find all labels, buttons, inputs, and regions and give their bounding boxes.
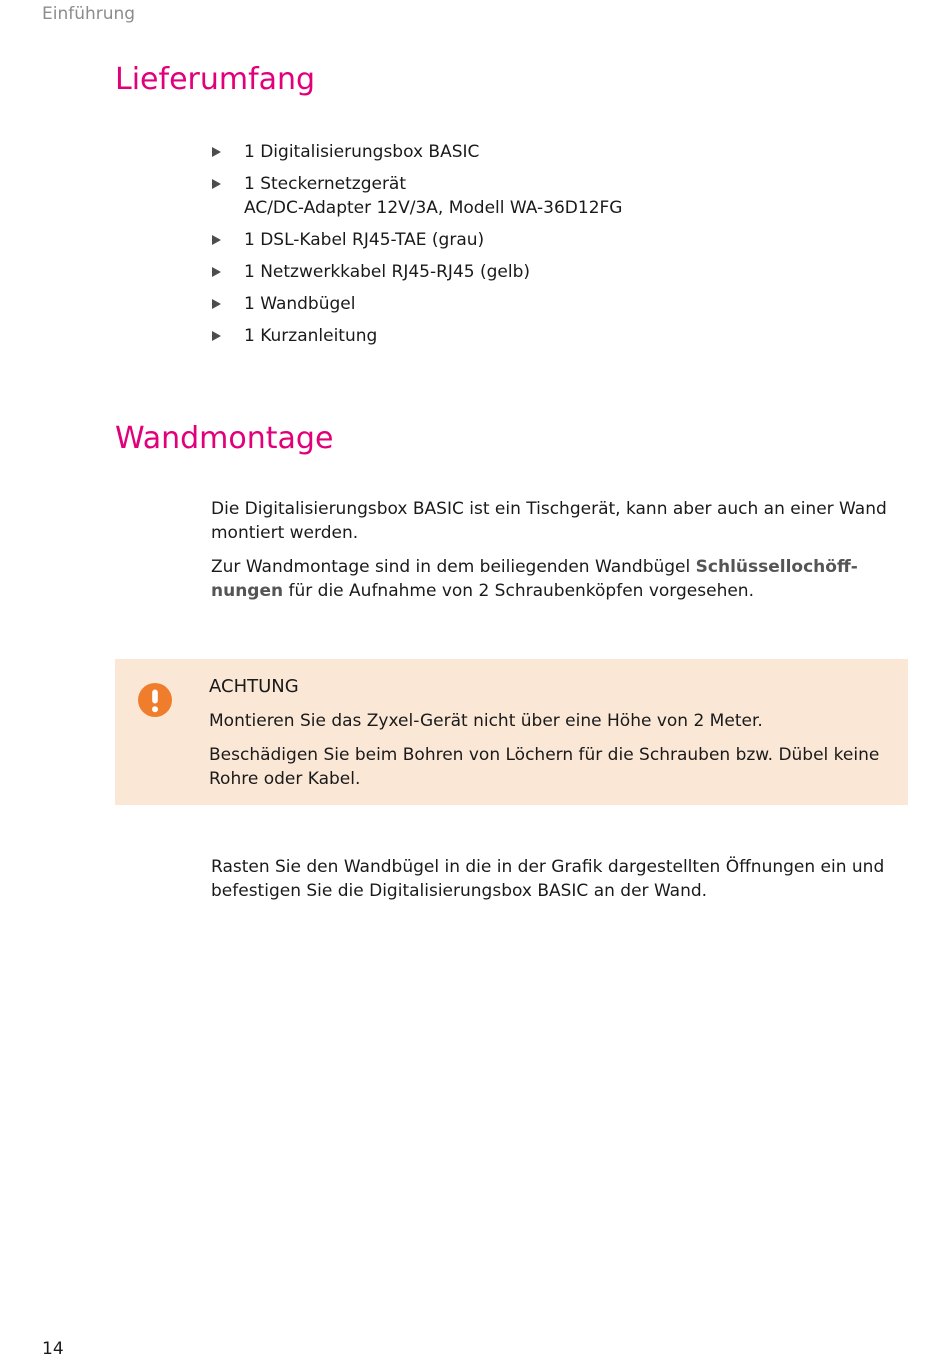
mounting-instruction-block [211, 855, 901, 913]
triangle-bullet-icon [212, 299, 221, 309]
warning-text-drilling: Beschädigen Sie beim Bohren von Löchern für die Schrauben bzw. Dübel keine Rohre oder Kabel. [209, 745, 880, 789]
list-item-text: 1 DSL-Kabel RJ45-TAE (grau) [244, 230, 485, 250]
list-item [211, 228, 851, 252]
warning-title: ACHTUNG [209, 676, 299, 697]
running-header: Einführung [42, 4, 136, 24]
page-number: 14 [42, 1339, 64, 1359]
triangle-bullet-icon [212, 331, 221, 341]
triangle-bullet-icon [212, 147, 221, 157]
section-title-wandmontage: Wandmontage [115, 421, 334, 456]
list-item-text: 1 Kurzanleitung [244, 326, 378, 346]
warning-text-height: Montieren Sie das Zyxel-Gerät nicht über eine Höhe von 2 Meter. [209, 711, 763, 731]
mounting-instruction: Rasten Sie den Wandbügel in die in der Grafik dargestellten Öffnungen ein und befestigen Sie die Digitalisierungsbox BASIC an der Wand. [211, 857, 885, 901]
section-title-lieferumfang: Lieferumfang [115, 62, 316, 97]
warning-content [209, 675, 889, 801]
triangle-bullet-icon [212, 235, 221, 245]
list-item [211, 324, 851, 348]
list-item-text: 1 Wandbügel [244, 294, 356, 314]
wandmontage-body [211, 497, 901, 613]
delivery-scope-list [211, 140, 851, 356]
paragraph-text: für die Aufnahme von 2 Schraubenköpfen vorgesehen. [283, 581, 754, 601]
triangle-bullet-icon [212, 179, 221, 189]
list-item [211, 172, 851, 220]
list-item [211, 292, 851, 316]
list-item-text: 1 Netzwerkkabel RJ45-RJ45 (gelb) [244, 262, 531, 282]
warning-callout [115, 659, 908, 805]
triangle-bullet-icon [212, 267, 221, 277]
list-item [211, 260, 851, 284]
exclamation-icon [138, 683, 172, 717]
wandmontage-paragraph-1: Die Digitalisierungsbox BASIC ist ein Tischgerät, kann aber auch an einer Wand montiert werden. [211, 499, 887, 543]
list-item-subtext: AC/DC-Adapter 12V/3A, Modell WA-36D12FG [244, 198, 623, 218]
list-item-text: 1 Steckernetzgerät [244, 174, 407, 194]
list-item [211, 140, 851, 164]
list-item-text: 1 Digitalisierungsbox BASIC [244, 142, 480, 162]
paragraph-text: Zur Wandmontage sind in dem beiliegenden Wandbügel [211, 557, 696, 577]
keyhole-openings-term: Schlüssellochöffnungen [211, 557, 858, 601]
wandmontage-paragraph-2 [211, 555, 901, 603]
